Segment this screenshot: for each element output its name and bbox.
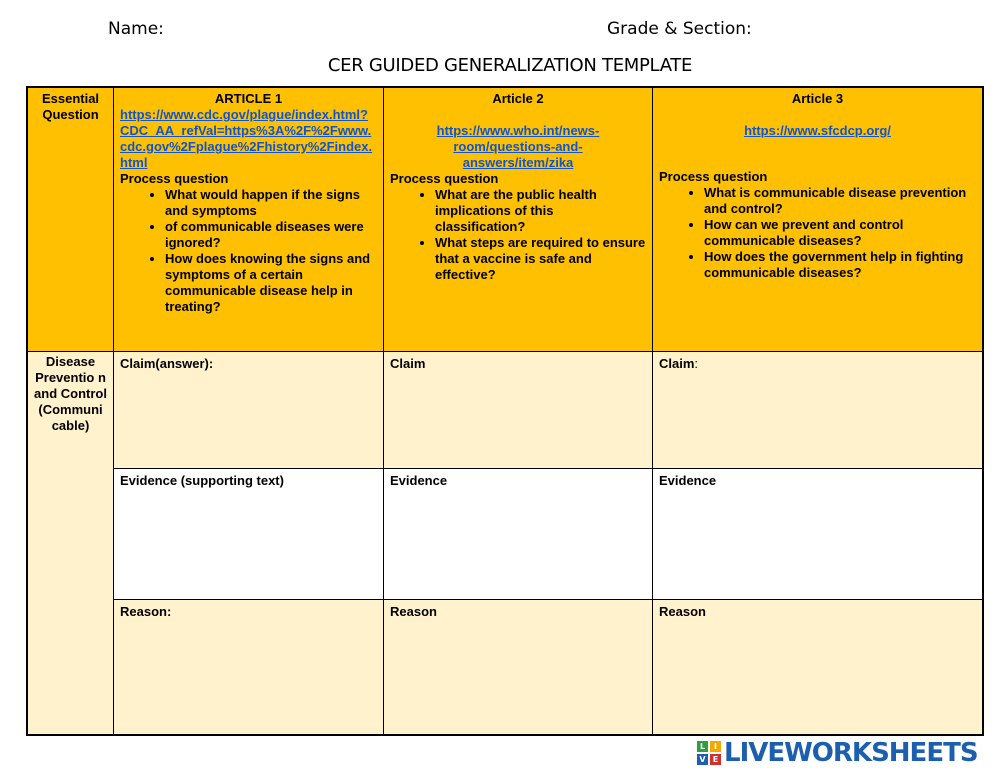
list-item: • How can we prevent and control communicable diseases?	[704, 217, 976, 249]
article-3-heading: Article 3	[791, 91, 844, 106]
claim-colon: :	[694, 356, 699, 371]
article-2-evidence-cell[interactable]	[384, 469, 653, 600]
article-3-questions	[659, 185, 976, 281]
reason-label: Reason	[659, 604, 706, 619]
article-1-reason-cell[interactable]	[114, 600, 384, 734]
document-title: CER GUIDED GENERALIZATION TEMPLATE	[327, 55, 693, 76]
topic-cell: Disease Preventio n and Control (Communi cable)	[28, 352, 114, 734]
cer-table	[26, 86, 984, 736]
article-3-link[interactable]: https://www.sfcdcp.org/	[744, 123, 891, 138]
article-2-link[interactable]: https://www.who.int/news-room/questions-and-answers/item/zika	[436, 123, 600, 170]
article-3-reason-cell[interactable]	[653, 600, 982, 734]
article-2-reason-cell[interactable]	[384, 600, 653, 734]
article-1-cell	[114, 88, 384, 352]
article-3-process-label: Process question	[659, 169, 768, 184]
evidence-label: Evidence	[390, 473, 448, 488]
list-item: • What steps are required to ensure that a vaccine is safe and effective?	[435, 235, 646, 283]
reason-label: Reason:	[120, 604, 172, 619]
list-item: • What are the public health implications of this classification?	[435, 187, 646, 235]
list-item: • How does the government help in fighting communicable diseases?	[704, 249, 976, 281]
essential-question-header: Essential Question	[28, 88, 114, 352]
article-1-heading: ARTICLE 1	[214, 91, 283, 106]
article-2-cell	[384, 88, 653, 352]
liveworksheets-logo	[697, 738, 997, 768]
logo-text: LIVEWORKSHEETS	[724, 738, 978, 768]
claim-label: Claim	[390, 356, 426, 371]
reason-label: Reason	[390, 604, 437, 619]
article-2-process-label: Process question	[390, 171, 499, 186]
article-2-heading: Article 2	[492, 91, 544, 106]
article-2-questions	[390, 187, 646, 283]
article-1-link[interactable]: https://www.cdc.gov/plague/index.html?CDC_AA_refVal=https%3A%2F%2Fwww.cdc.gov%2Fplague%2Fhistory%2Findex.html	[120, 107, 373, 170]
claim-label: Claim(answer):	[120, 356, 214, 371]
grade-section-label: Grade & Section:	[607, 19, 752, 39]
claim-label: Claim	[659, 356, 695, 371]
article-1-evidence-cell[interactable]	[114, 469, 384, 600]
name-label: Name:	[108, 19, 164, 39]
article-3-evidence-cell[interactable]	[653, 469, 982, 600]
list-item: • What would happen if the signs and symptoms	[165, 187, 377, 219]
list-item: • of communicable diseases were ignored?	[165, 219, 377, 251]
article-1-process-label: Process question	[120, 171, 229, 186]
evidence-label: Evidence (supporting text)	[120, 473, 284, 488]
article-2-claim-cell[interactable]	[384, 352, 653, 469]
evidence-label: Evidence	[659, 473, 717, 488]
article-3-claim-cell[interactable]	[653, 352, 982, 469]
article-3-cell	[653, 88, 982, 352]
logo-icon: L I V E	[697, 741, 721, 765]
article-1-questions	[120, 187, 377, 315]
list-item: • How does knowing the signs and symptoms of a certain communicable disease help in treating?	[165, 251, 377, 315]
article-1-claim-cell[interactable]	[114, 352, 384, 469]
list-item: • What is communicable disease prevention and control?	[704, 185, 976, 217]
